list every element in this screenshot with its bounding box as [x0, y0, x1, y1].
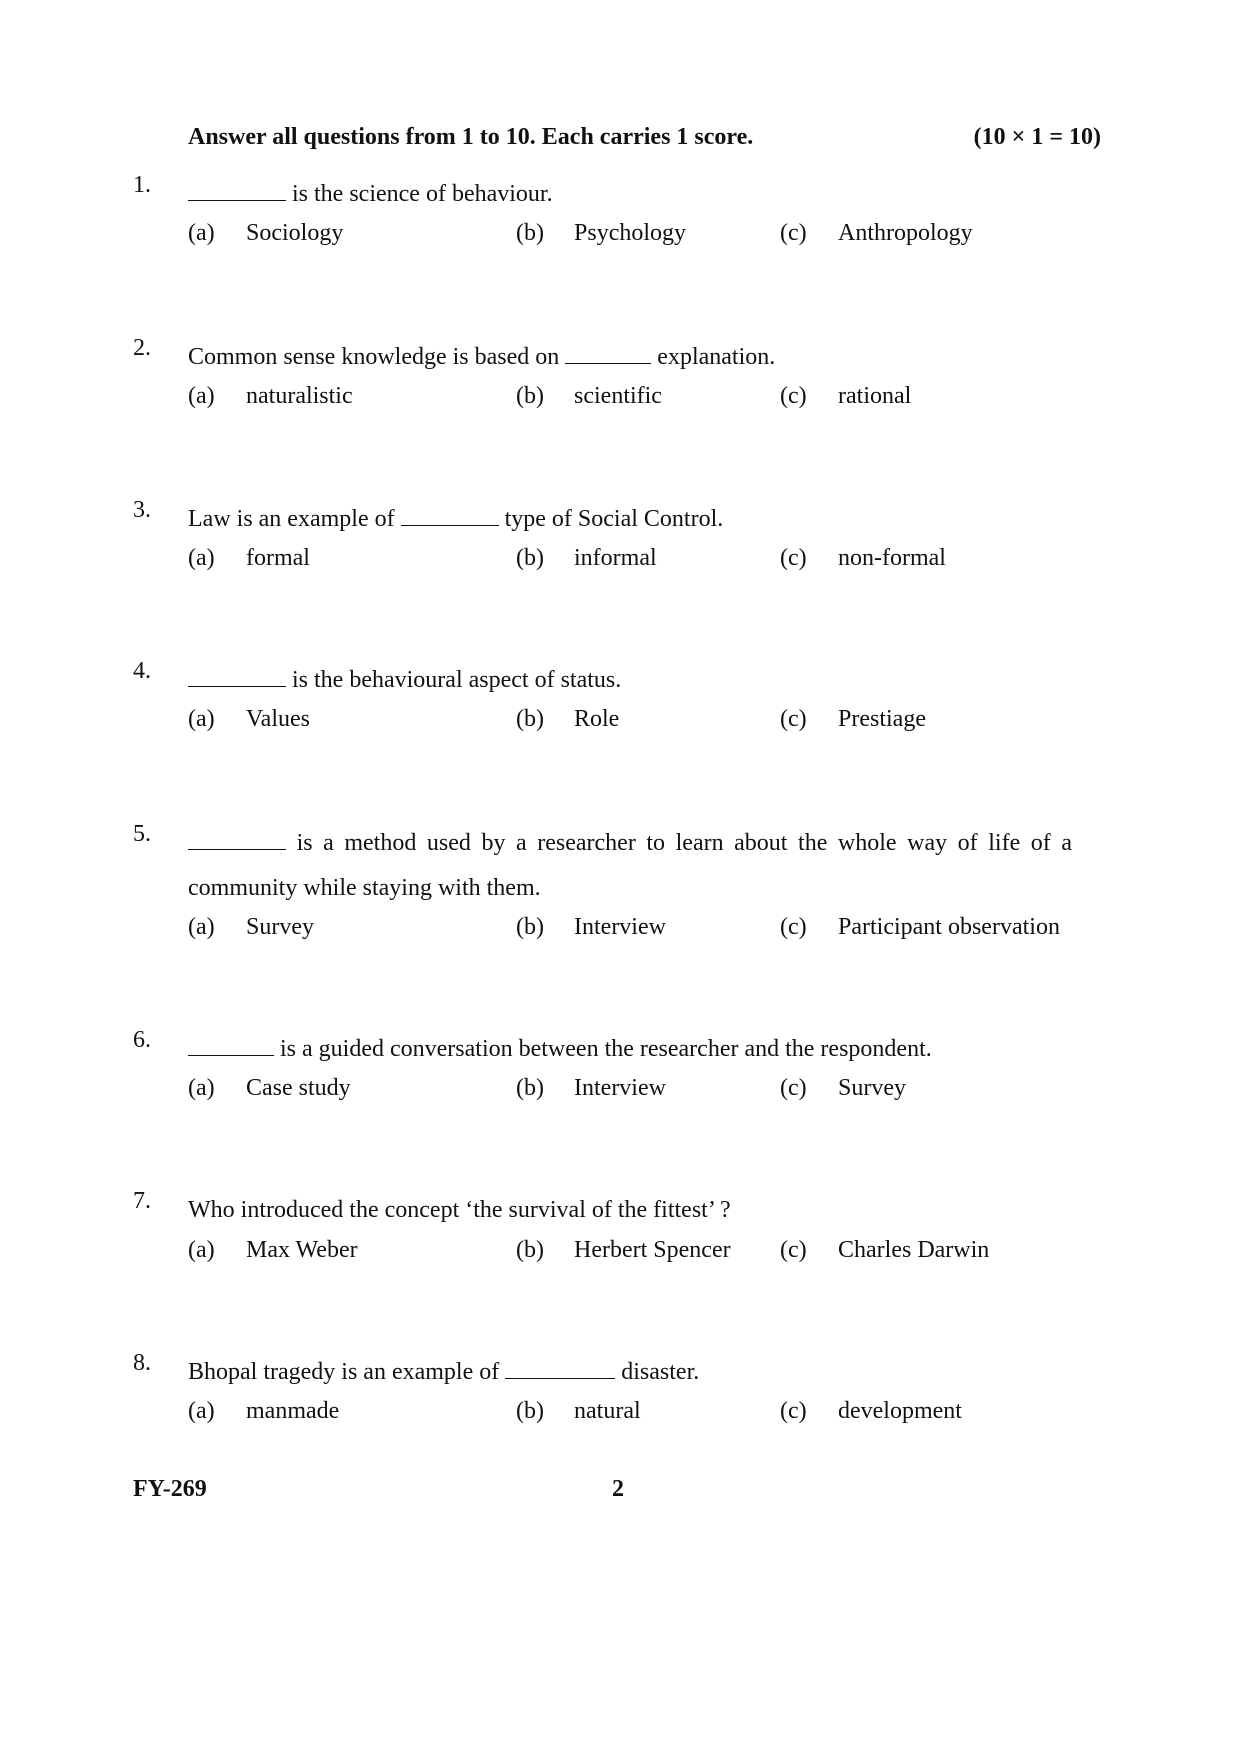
option-letter: (a)	[188, 220, 215, 246]
option-letter: (c)	[780, 706, 807, 732]
answer-blank	[188, 178, 286, 201]
question-text-before: Bhopal tragedy is an example of	[188, 1359, 506, 1385]
option-text: Interview	[574, 914, 666, 940]
paper-code: FY-269	[133, 1476, 207, 1502]
option-text: Max Weber	[246, 1237, 358, 1263]
option-text: Case study	[246, 1075, 351, 1101]
question-text	[188, 658, 1072, 703]
answer-blank	[401, 503, 499, 526]
question-text	[188, 497, 1072, 542]
option-letter: (c)	[780, 1075, 807, 1101]
option-text: scientific	[574, 383, 662, 409]
option-text: development	[838, 1398, 962, 1424]
question-text-after: is the behavioural aspect of status.	[286, 667, 622, 693]
option-letter: (b)	[516, 914, 544, 940]
question-text	[188, 1350, 1072, 1395]
option-letter: (c)	[780, 383, 807, 409]
question-text	[188, 821, 1072, 911]
option-letter: (c)	[780, 1237, 807, 1263]
option-letter: (b)	[516, 706, 544, 732]
option-text: Values	[246, 706, 310, 732]
question-text-after: disaster.	[615, 1359, 700, 1385]
option-text: rational	[838, 383, 912, 409]
option-text: Prestiage	[838, 706, 926, 732]
question-number: 1.	[133, 172, 151, 198]
option-text: manmade	[246, 1398, 340, 1424]
option-text: Role	[574, 706, 620, 732]
question-text-before: Law is an example of	[188, 506, 401, 532]
question-number: 8.	[133, 1350, 151, 1376]
option-letter: (b)	[516, 383, 544, 409]
option-text: naturalistic	[246, 383, 353, 409]
question-text-after: is a guided conversation between the researcher and the respondent.	[274, 1036, 932, 1062]
question-number: 4.	[133, 658, 151, 684]
answer-blank	[188, 1033, 274, 1056]
option-letter: (b)	[516, 1398, 544, 1424]
option-text: Herbert Spencer	[574, 1237, 731, 1263]
question-text-before: Who introduced the concept ‘the survival of the fittest’ ?	[188, 1197, 731, 1223]
option-text: Sociology	[246, 220, 344, 246]
page-number: 2	[612, 1476, 624, 1502]
question-text	[188, 1027, 1072, 1072]
option-letter: (b)	[516, 1237, 544, 1263]
option-text: Survey	[246, 914, 314, 940]
option-letter: (a)	[188, 383, 215, 409]
option-letter: (b)	[516, 545, 544, 571]
question-number: 2.	[133, 335, 151, 361]
option-letter: (c)	[780, 914, 807, 940]
option-letter: (a)	[188, 1237, 215, 1263]
option-letter: (b)	[516, 1075, 544, 1101]
question-text-after: explanation.	[651, 344, 776, 370]
question-text	[188, 335, 1072, 380]
answer-blank	[505, 1356, 615, 1379]
option-letter: (a)	[188, 914, 215, 940]
option-letter: (a)	[188, 706, 215, 732]
question-text-before: Common sense knowledge is based on	[188, 344, 566, 370]
question-number: 5.	[133, 821, 151, 847]
option-text: Survey	[838, 1075, 906, 1101]
question-text	[188, 1188, 1072, 1233]
option-text: formal	[246, 545, 310, 571]
option-text: Anthropology	[838, 220, 973, 246]
option-letter: (c)	[780, 220, 807, 246]
option-letter: (a)	[188, 545, 215, 571]
answer-blank	[188, 664, 286, 687]
instruction-score: (10 × 1 = 10)	[973, 124, 1101, 150]
question-text-after: type of Social Control.	[498, 506, 724, 532]
answer-blank	[188, 827, 286, 850]
option-text: non-formal	[838, 545, 946, 571]
option-text: natural	[574, 1398, 641, 1424]
question-number: 6.	[133, 1027, 151, 1053]
option-letter: (b)	[516, 220, 544, 246]
option-text: informal	[574, 545, 657, 571]
question-text-after: is a method used by a researcher to learn about the whole way of life of a community while staying with them.	[188, 830, 1072, 901]
question-number: 3.	[133, 497, 151, 523]
option-letter: (a)	[188, 1398, 215, 1424]
question-text-after: is the science of behaviour.	[286, 181, 553, 207]
option-letter: (c)	[780, 545, 807, 571]
question-number: 7.	[133, 1188, 151, 1214]
option-letter: (c)	[780, 1398, 807, 1424]
option-letter: (a)	[188, 1075, 215, 1101]
option-text: Psychology	[574, 220, 687, 246]
instruction-text: Answer all questions from 1 to 10. Each carries 1 score.	[188, 124, 754, 150]
option-text: Charles Darwin	[838, 1237, 990, 1263]
option-text: Participant observation	[838, 914, 1060, 940]
answer-blank	[565, 341, 651, 364]
option-text: Interview	[574, 1075, 666, 1101]
question-text	[188, 172, 1072, 217]
